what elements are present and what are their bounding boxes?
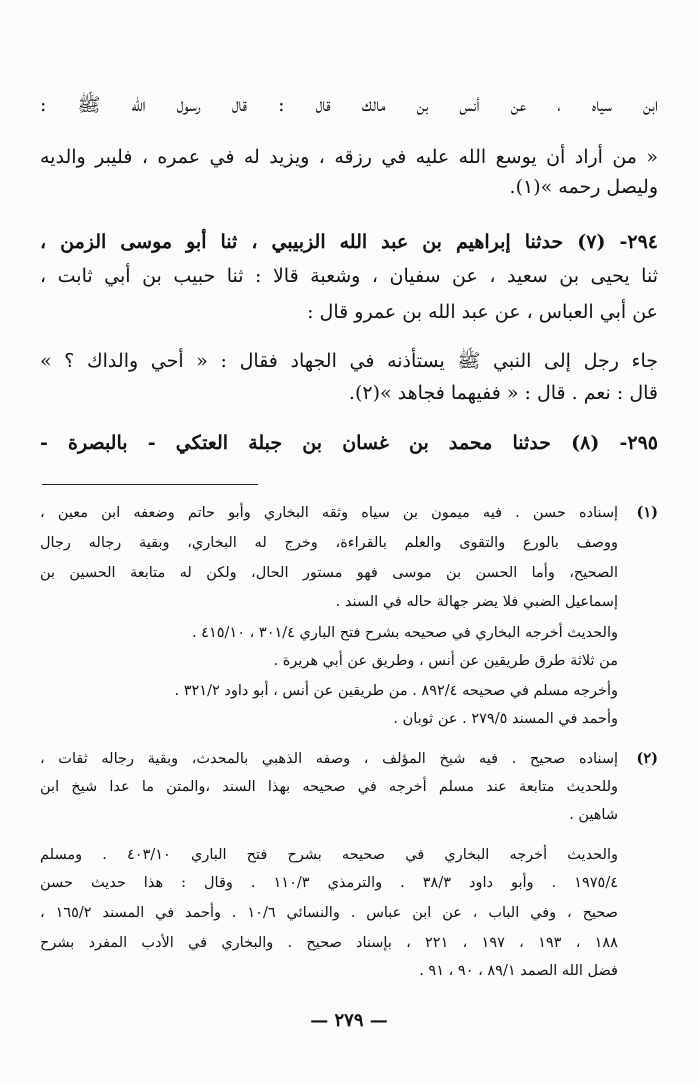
- footnote-line: والحديث أخرجه البخاري في صحيحه بشرح فتح الباري ٤٠٣/١٠ . ومسلم: [40, 847, 618, 863]
- footnote-line: صحيح ، وفي الباب ، عن ابن عباس . والنسائي ١٠/٦ . وأحمد في المسند ١٦٥/٢ ،: [40, 905, 618, 921]
- footnote-separator: [42, 484, 258, 485]
- text-line: « من أراد أن يوسع الله عليه في رزقه ، ويزيد له في عمره ، فليبر والديه: [40, 146, 658, 168]
- page-number: — ٢٧٩ —: [310, 1010, 388, 1031]
- footnote-number: (١): [636, 504, 658, 521]
- footnote-line: ووصف بالورع والتقوى والعلم بالقراءة، وخرج له البخاري، وبقية رجاله رجال: [40, 535, 618, 551]
- footnote-line: وللحديث متابعة عند مسلم أخرجه في صحيحه بهذا السند ،والمتن ما عدا شيخ ابن: [40, 779, 618, 795]
- text-line: ثنا يحيى بن سعيد ، عن سفيان ، وشعبة قالا : ثنا حبيب بن أبي ثابت ،: [40, 265, 658, 287]
- footnote-line: شاهين .: [569, 807, 618, 823]
- hadith-heading-295: ٢٩٥- (٨) حدثنا محمد بن غسان بن جبلة العتكي - بالبصرة -: [40, 432, 658, 454]
- footnote-line: والحديث أخرجه البخاري في صحيحه بشرح فتح الباري ٣٠١/٤ ، ٤١٥/١٠ .: [191, 625, 618, 641]
- text-line: ابن سياه ، عن أنس بن مالك قال : قال رسول الله ﷺ :: [40, 94, 658, 116]
- footnote-line: فضل الله الصمد ٨٩/١ ، ٩٠ ، ٩١ .: [419, 963, 618, 979]
- footnote-line: إسماعيل الضبي فلا يضر جهالة حاله في السند .: [335, 594, 618, 610]
- text-line: جاء رجل إلى النبي ﷺ يستأذنه في الجهاد فقال : « أحي والداك ؟ »: [40, 350, 658, 372]
- footnote-number: (٢): [636, 750, 658, 767]
- footnote-line: إسناده حسن . فيه ميمون بن سياه وثقه البخاري وأبو حاتم وضعفه ابن معين ،: [40, 505, 618, 521]
- text-line: عن أبي العباس ، عن عبد الله بن عمرو قال :: [307, 301, 658, 323]
- footnote-line: من ثلاثة طرق طريقين عن أنس ، وطريق عن أبي هريرة .: [273, 653, 618, 669]
- footnote-line: وأحمد في المسند ٢٧٩/٥ . عن ثوبان .: [393, 711, 618, 727]
- footnote-line: إسناده صحيح . فيه شيخ المؤلف ، وصفه الذهبي بالمحدث، وبقية رجاله ثقات ،: [40, 751, 618, 767]
- footnote-line: وأخرجه مسلم في صحيحه ٨٩٢/٤ . من طريقين عن أنس ، أبو داود ٣٢١/٢ .: [174, 683, 618, 699]
- text-line: وليصل رحمه »(١).: [509, 176, 658, 198]
- hadith-heading-294: ٢٩٤- (٧) حدثنا إبراهيم بن عبد الله الزبيبي ، ثنا أبو موسى الزمن ،: [40, 231, 658, 253]
- text-line: قال : نعم . قال : « ففيهما فجاهد »(٢).: [348, 382, 658, 404]
- footnote-line: الصحيح، وأما الحسن بن موسى فهو مستور الحال، ولكن له متابعة الحسين بن: [40, 565, 618, 581]
- footnote-line: ١٩٧٥/٤ . وأبو داود ٣٨/٣ . والترمذي ١١٠/٣ . وقال : هذا حديث حسن: [40, 875, 618, 891]
- footnote-line: ١٨٨ ، ١٩٣ ، ١٩٧ ، ٢٢١ ، بإسناد صحيح . والبخاري في الأدب المفرد بشرح: [40, 935, 618, 951]
